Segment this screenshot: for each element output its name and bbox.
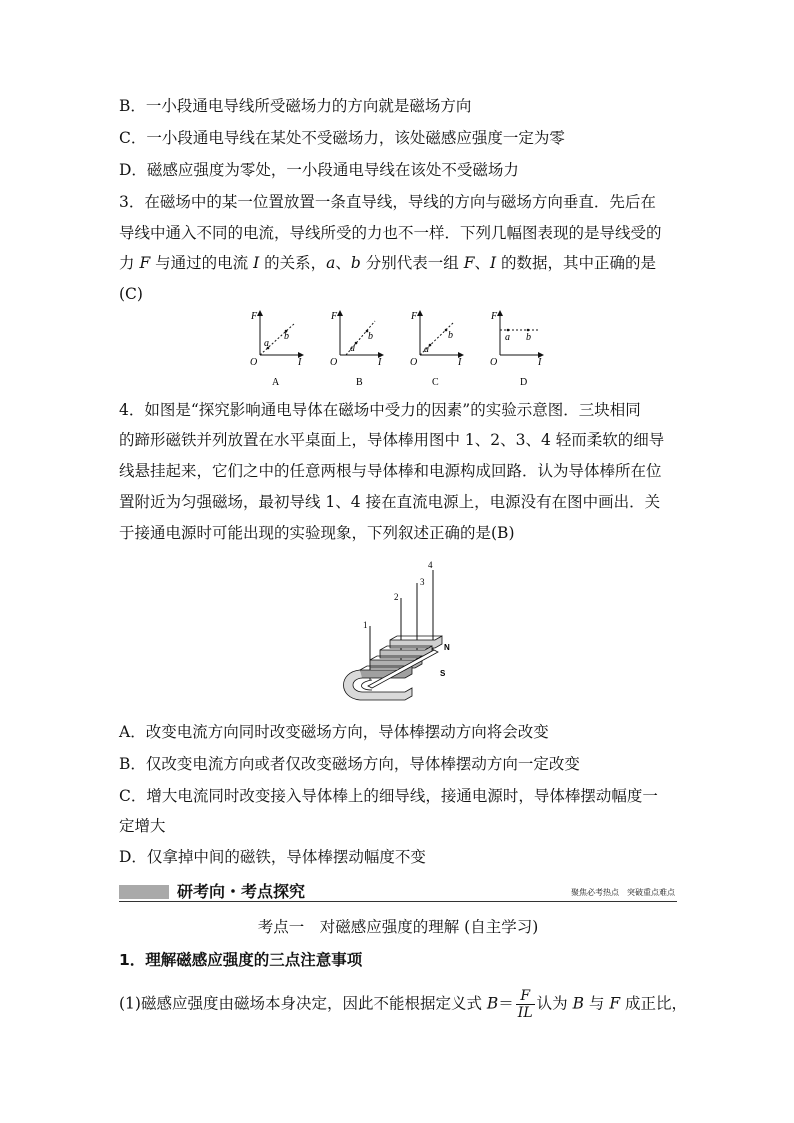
section-subtitle: 聚焦必考热点 突破重点难点 [571, 888, 675, 897]
svg-text:D: D [520, 377, 528, 388]
svg-text:S: S [440, 669, 446, 678]
q4-line3: 线悬挂起来，它们之中的任意两根与导体棒和电源构成回路．认为导体棒所在位 [119, 462, 662, 480]
q4-line1: 4．如图是“探究影响通电导体在磁场中受力的因素”的实验示意图．三块相同 [119, 401, 641, 419]
svg-text:b: b [368, 331, 373, 342]
q4-line4: 置附近为匀强磁场，最初导线 1、4 接在直流电源上，电源没有在图中画出．关 [119, 493, 661, 511]
section-rule [119, 901, 677, 902]
q3-answer: (C) [119, 285, 143, 303]
svg-text:O: O [330, 357, 338, 368]
q4-option-c-line1: C．增大电流同时改变接入导体棒上的细导线，接通电源时，导体棒摆动幅度一 [119, 787, 658, 805]
magnet-apparatus-figure [330, 558, 470, 710]
q4-option-c-line2: 定增大 [119, 817, 166, 835]
q4-line2: 的蹄形磁铁并列放置在水平桌面上，导体棒用图中 1、2、3、4 轻而柔软的细导 [119, 431, 665, 449]
svg-text:A: A [272, 377, 280, 388]
q4-option-a: A．改变电流方向同时改变磁场方向，导体棒摆动方向将会改变 [119, 723, 549, 741]
svg-text:a: a [424, 344, 429, 355]
svg-text:b: b [284, 331, 289, 342]
svg-text:O: O [410, 357, 418, 368]
svg-text:a: a [264, 338, 269, 349]
q3-line2: 导线中通入不同的电流，导线所受的力也不一样．下列几幅图表现的是导线受的 [119, 224, 662, 242]
svg-text:3: 3 [420, 577, 425, 587]
q4-option-d: D．仅拿掉中间的磁铁，导体棒摆动幅度不变 [119, 848, 426, 866]
svg-text:1: 1 [363, 620, 368, 630]
svg-text:I: I [378, 357, 382, 368]
svg-text:N: N [444, 643, 450, 652]
svg-text:F: F [411, 311, 418, 322]
point1-heading: 1．理解磁感应强度的三点注意事项 [119, 951, 363, 969]
graph-b [330, 311, 383, 388]
svg-text:b: b [448, 330, 453, 341]
section-marker [119, 885, 169, 899]
svg-text:O: O [250, 357, 258, 368]
q4-option-b: B．仅改变电流方向或者仅改变磁场方向，导体棒摆动方向一定改变 [119, 755, 580, 773]
svg-text:2: 2 [394, 592, 399, 602]
graph-c [410, 311, 463, 388]
svg-text:a: a [350, 343, 355, 354]
section-title: 研考向・考点探究 [177, 882, 306, 901]
svg-text:a: a [505, 332, 510, 343]
q2-option-b: B．一小段通电导线所受磁场力的方向就是磁场方向 [119, 97, 472, 115]
q3-line3: 力 F 与通过的电流 I 的关系，a、b 分别代表一组 F、I 的数据，其中正确的是 [119, 254, 657, 272]
graph-d [490, 311, 543, 388]
kaodian-heading: 考点一 对磁感应强度的理解 (自主学习) [257, 918, 539, 936]
svg-text:O: O [490, 357, 498, 368]
svg-text:4: 4 [428, 560, 433, 570]
svg-text:I: I [298, 357, 302, 368]
svg-text:F: F [251, 311, 258, 322]
svg-text:I: I [538, 357, 542, 368]
definition-fraction: $\frac{F}{IL}$ [517, 988, 533, 1021]
svg-text:I: I [458, 357, 462, 368]
section-header [119, 882, 677, 902]
p1-text: (1)磁感应强度由磁场本身决定，因此不能根据定义式 B＝ $\frac{F}{IL}$ 认为 B 与 F 成正比， [119, 988, 688, 1021]
q3-line1: 3．在磁场中的某一位置放置一条直导线，导线的方向与磁场方向垂直．先后在 [119, 193, 656, 211]
svg-text:B: B [356, 377, 363, 388]
svg-text:b: b [526, 332, 531, 343]
svg-text:F: F [491, 311, 498, 322]
svg-text:C: C [432, 377, 439, 388]
q3-graphs-figure [240, 305, 560, 390]
q4-line5: 于接通电源时可能出现的实验现象，下列叙述正确的是(B) [119, 524, 515, 542]
q2-option-d: D．磁感应强度为零处，一小段通电导线在该处不受磁场力 [119, 161, 519, 179]
q2-option-c: C．一小段通电导线在某处不受磁场力，该处磁感应强度一定为零 [119, 129, 565, 147]
graph-a [250, 311, 303, 388]
svg-text:F: F [331, 311, 338, 322]
